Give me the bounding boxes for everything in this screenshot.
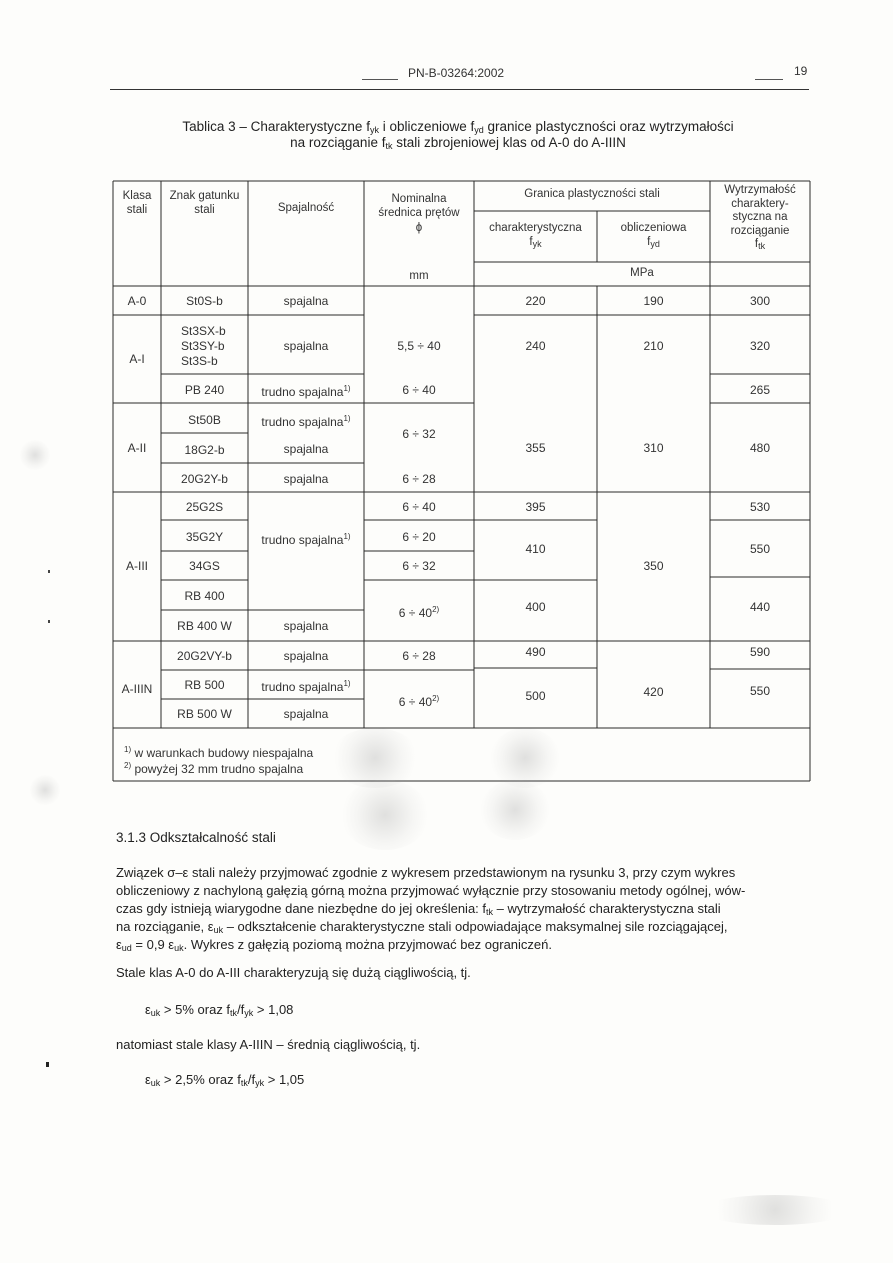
margin-mark — [46, 1062, 49, 1067]
formula-1 — [145, 1001, 293, 1022]
fyk-cell: 240 — [525, 339, 546, 353]
formula-sub: tk — [240, 1078, 248, 1088]
fyk-cell: 400 — [525, 600, 546, 614]
header-znak — [162, 190, 247, 217]
header-wytrzymalosc — [711, 184, 809, 254]
paragraph-text: . Wykres z gałęzią poziomą można przyjmować bez ograniczeń. — [183, 937, 552, 952]
header-klasa-line: stali — [126, 203, 148, 216]
footnote-1 — [124, 743, 313, 760]
fyd-cell: 210 — [643, 339, 664, 353]
caption-sub: yk — [369, 125, 379, 135]
table-caption-line2 — [118, 134, 798, 155]
header-dash — [362, 79, 398, 80]
footnote-mark: 1) — [124, 745, 132, 754]
header-obliczeniowa — [598, 222, 709, 251]
caption-sub: yd — [474, 125, 484, 135]
grade-cell: RB 400 — [184, 589, 225, 603]
ftk-sub: tk — [758, 241, 766, 251]
header-charakterystyczna — [475, 222, 596, 251]
ftk-cell: 590 — [749, 645, 771, 659]
footnote-mark: 2) — [124, 761, 132, 770]
paragraph-sub: tk — [486, 907, 494, 917]
fyk-cell: 500 — [525, 689, 546, 703]
caption-sub: tk — [385, 141, 393, 151]
paragraph-text: czas gdy istnieją wiarygodne dane niezbędne do jej określenia: f — [116, 901, 487, 916]
fyd-cell: 420 — [643, 685, 664, 699]
formula-text: > 1,08 — [253, 1002, 294, 1017]
grade-cell: 20G2VY-b — [177, 649, 232, 663]
header-wytrzymalosc-line: Wytrzymałość — [724, 184, 796, 196]
page-number: 19 — [794, 64, 808, 78]
footnote-2 — [124, 759, 303, 776]
fyd-cell: 190 — [643, 294, 664, 308]
caption-text: granice plastyczności oraz wytrzymałości — [483, 119, 734, 134]
paragraph-line — [116, 936, 552, 957]
grade-cell: 20G2Y-b — [181, 472, 228, 486]
grade-cell: St3S-b — [181, 354, 218, 368]
grade-cell: St3SY-b — [181, 339, 225, 353]
paragraph-line: obliczeniowy z nachyloną gałęzią górną można przyjmować wyłącznie przy stosowaniu metody ogólnej, wów- — [116, 883, 746, 898]
scan-noise — [700, 1195, 850, 1225]
footnote-text: w warunkach budowy niespajalna — [131, 746, 314, 760]
formula-sub: tk — [230, 1008, 238, 1018]
diameter-cell: 6 ÷ 40 — [402, 500, 436, 514]
grade-cell: 25G2S — [185, 500, 224, 514]
ftk-cell: 550 — [749, 684, 771, 698]
margin-mark — [48, 570, 50, 573]
weldability-cell: spajalna — [283, 619, 329, 633]
weldability-cell: spajalna — [283, 649, 329, 663]
class-cell: A-III — [125, 559, 148, 573]
diameter-text: 6 ÷ 40 — [398, 606, 433, 620]
paragraph-sub: uk — [213, 925, 224, 935]
grade-cell: St50B — [188, 413, 221, 427]
fyd-cell: 310 — [643, 441, 664, 455]
diameter-cell — [365, 603, 473, 620]
diameter-cell: 6 ÷ 40 — [402, 383, 436, 397]
caption-text: stali zbrojeniowej klas od A-0 do A-IIIN — [392, 135, 626, 150]
diameter-cell: 6 ÷ 32 — [402, 427, 436, 441]
formula-text: > 1,05 — [264, 1072, 305, 1087]
diameter-text: 6 ÷ 40 — [398, 695, 433, 709]
grade-cell: 18G2-b — [184, 443, 225, 457]
formula-text: > 5% oraz f — [160, 1002, 231, 1017]
grade-cell: RB 500 — [184, 678, 225, 692]
formula-text: > 2,5% oraz f — [160, 1072, 241, 1087]
scan-noise — [330, 728, 420, 788]
fyk-sub: yk — [532, 238, 542, 249]
formula-text: ε — [145, 1072, 151, 1087]
header-wytrzymalosc-line: rozciąganie — [730, 224, 790, 237]
footnote-mark: 1) — [343, 384, 351, 393]
ftk-cell: 530 — [749, 500, 771, 514]
footnote-text: powyżej 32 mm trudno spajalna — [131, 762, 304, 776]
paragraph-text: = 0,9 ε — [131, 937, 175, 952]
caption-text: Tablica 3 – Charakterystyczne f — [182, 119, 370, 134]
diameter-cell: 6 ÷ 32 — [402, 559, 436, 573]
grade-cell: RB 400 W — [177, 619, 232, 633]
weldability-cell: spajalna — [283, 442, 329, 456]
caption-text: i obliczeniowe f — [378, 119, 475, 134]
weldability-cell — [249, 677, 363, 694]
paragraph-text: ε — [116, 937, 122, 952]
ftk-cell: 300 — [749, 294, 771, 308]
header-znak-line: stali — [194, 203, 215, 216]
section-title: 3.1.3 Odkształcalność stali — [116, 830, 276, 845]
weldability-text: trudno spajalna — [261, 385, 344, 399]
footnote-mark: 1) — [343, 532, 351, 541]
header-wytrzymalosc-line: styczna na — [732, 211, 788, 223]
scan-noise — [30, 775, 60, 805]
diameter-cell: 6 ÷ 28 — [402, 649, 436, 663]
diameter-cell: 6 ÷ 28 — [402, 472, 436, 486]
formula-sub: uk — [150, 1078, 161, 1088]
class-cell: A-IIIN — [121, 682, 153, 696]
class-cell: A-I — [129, 352, 145, 366]
fyd-sub: yd — [650, 238, 660, 249]
paragraph-sub: uk — [174, 943, 184, 953]
weldability-cell: spajalna — [283, 472, 329, 486]
class-cell: A-II — [127, 441, 147, 455]
footnote-mark: 2) — [432, 605, 440, 614]
caption-text: na rozciąganie f — [290, 135, 386, 150]
scan-noise — [340, 780, 430, 850]
fyk-cell: 395 — [525, 500, 546, 514]
ftk-cell: 440 — [749, 600, 771, 614]
header-srednica — [365, 193, 473, 236]
weldability-text: trudno spajalna — [261, 533, 344, 547]
header-dash — [755, 79, 783, 80]
paragraph-text: – wytrzymałość charakterystyczna stali — [493, 901, 721, 916]
formula-2 — [145, 1071, 304, 1092]
header-srednica-line: Nominalna — [391, 193, 447, 205]
paragraph-line: Stale klas A-0 do A-III charakteryzują się dużą ciągliwością, tj. — [116, 965, 471, 980]
formula-text: ε — [145, 1002, 151, 1017]
formula-text: /f — [237, 1002, 245, 1017]
grade-cell: St3SX-b — [181, 324, 226, 338]
ftk-symbol: f — [754, 238, 759, 250]
formula-sub: uk — [150, 1008, 161, 1018]
diameter-cell — [365, 692, 473, 709]
weldability-cell: spajalna — [283, 707, 329, 721]
fyk-cell: 490 — [525, 645, 546, 659]
scan-noise — [490, 728, 560, 788]
formula-sub: yk — [244, 1008, 254, 1018]
standard-code: PN-B-03264:2002 — [408, 66, 505, 80]
fyk-symbol: f — [529, 235, 533, 248]
formula-text: /f — [247, 1072, 256, 1087]
header-klasa-line: Klasa — [122, 190, 152, 202]
fyd-cell: 350 — [643, 559, 664, 573]
weldability-cell — [249, 530, 363, 547]
margin-mark — [48, 620, 50, 623]
grade-cell: St0S-b — [186, 294, 223, 308]
weldability-cell: spajalna — [283, 294, 329, 308]
weldability-cell: spajalna — [283, 339, 329, 353]
weldability-text: trudno spajalna — [261, 680, 344, 694]
header-rule — [110, 89, 809, 90]
grade-cell: 35G2Y — [185, 530, 224, 544]
header-wytrzymalosc-line: charaktery- — [731, 197, 789, 210]
header-znak-line: Znak gatunku — [169, 190, 240, 202]
ftk-cell: 550 — [749, 542, 771, 556]
diameter-cell: 6 ÷ 20 — [402, 530, 436, 544]
weldability-cell — [249, 412, 363, 429]
phi-symbol: ϕ — [415, 222, 423, 234]
footnote-mark: 2) — [432, 694, 440, 703]
weldability-text: trudno spajalna — [261, 415, 344, 429]
header-spajalnosc: Spajalność — [277, 202, 335, 214]
class-cell: A-0 — [127, 294, 147, 308]
formula-sub: yk — [255, 1078, 265, 1088]
header-granica: Granica plastyczności stali — [524, 188, 660, 200]
header-charakterystyczna-label: charakterystyczna — [489, 222, 582, 234]
paragraph-line: Związek σ–ε stali należy przyjmować zgodnie z wykresem przedstawionym na rysunku 3, przy czym wykres — [116, 865, 736, 880]
footnote-mark: 1) — [343, 679, 351, 688]
grade-cell: 34GS — [189, 559, 220, 573]
diameter-cell: 5,5 ÷ 40 — [397, 339, 441, 353]
paragraph-text: na rozciąganie, ε — [116, 919, 214, 934]
weldability-cell — [249, 382, 363, 399]
paragraph-text: – odkształcenie charakterystyczne stali odpowiadające maksymalnej sile rozciągającej, — [223, 919, 728, 934]
grade-cell: PB 240 — [184, 383, 225, 397]
fyk-cell: 355 — [525, 441, 546, 455]
grade-cell: RB 500 W — [177, 707, 232, 721]
header-mpa: MPa — [630, 267, 654, 279]
ftk-cell: 265 — [749, 383, 771, 397]
header-klasa — [114, 190, 160, 217]
header-obliczeniowa-label: obliczeniowa — [620, 222, 687, 234]
paragraph-sub: ud — [121, 943, 132, 953]
fyk-cell: 410 — [525, 542, 546, 556]
scan-noise — [480, 780, 550, 840]
scan-noise — [20, 440, 50, 470]
header-mm: mm — [409, 270, 429, 282]
fyk-cell: 220 — [525, 294, 546, 308]
ftk-cell: 480 — [749, 441, 771, 455]
header-srednica-line: średnica prętów — [378, 206, 460, 219]
paragraph-line: natomiast stale klasy A-IIIN – średnią ciągliwością, tj. — [116, 1037, 421, 1052]
footnote-mark: 1) — [343, 414, 351, 423]
ftk-cell: 320 — [749, 339, 771, 353]
fyd-symbol: f — [647, 235, 651, 248]
